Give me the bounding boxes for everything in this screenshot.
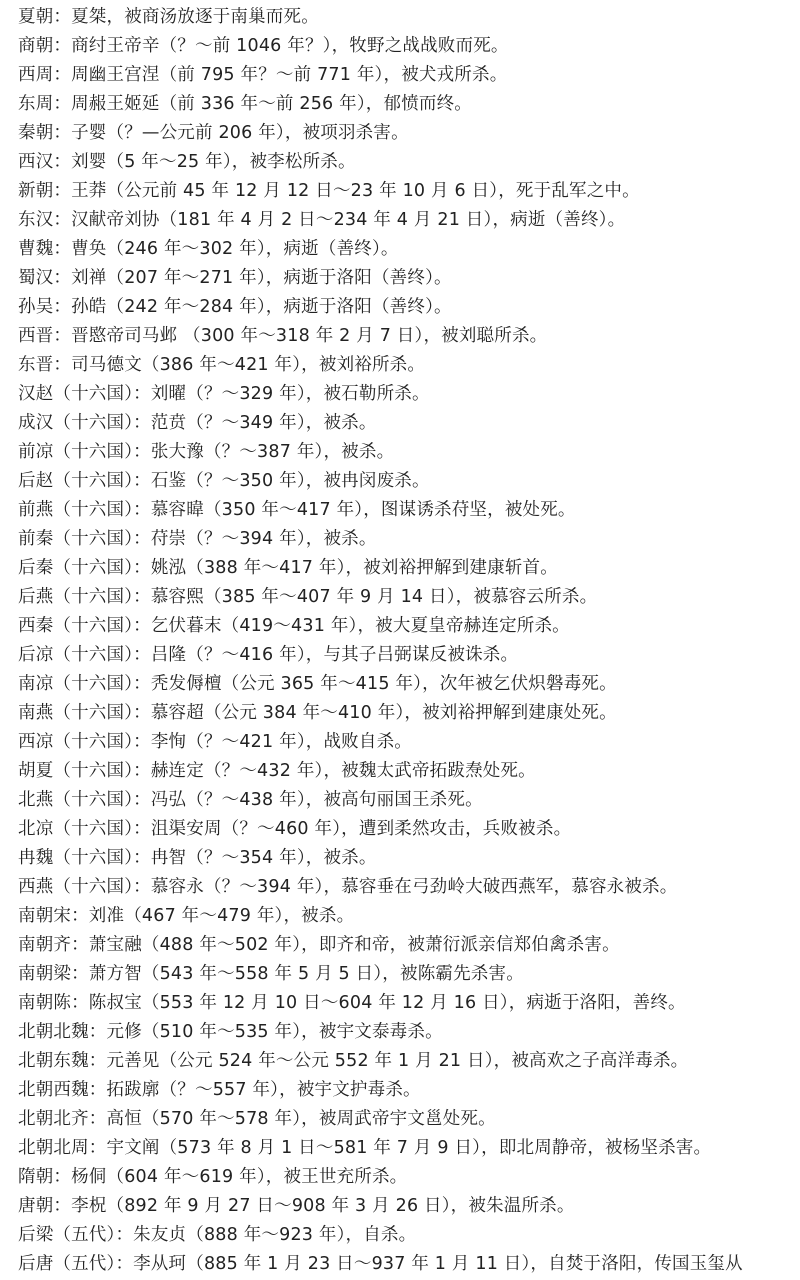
text-line: 冉魏（十六国）：冉智（？～354 年），被杀。 — [18, 848, 377, 868]
text-line: 南朝梁：萧方智（543 年～558 年 5 月 5 日），被陈霸先杀害。 — [18, 964, 524, 984]
text-line: 后梁（五代）：朱友贞（888 年～923 年），自杀。 — [18, 1225, 417, 1245]
text-line: 北朝西魏：拓跋廓（？～557 年），被宇文护毒杀。 — [18, 1080, 421, 1100]
text-line: 南凉（十六国）：秃发傉檀（公元 365 年～415 年），次年被乞伏炽磐毒死。 — [18, 674, 617, 694]
text-line: 胡夏（十六国）：赫连定（？～432 年），被魏太武帝拓跋焘处死。 — [18, 761, 536, 781]
text-line: 北燕（十六国）：冯弘（？～438 年），被高句丽国王杀死。 — [18, 790, 483, 810]
text-line: 西燕（十六国）：慕容永（？～394 年），慕容垂在弓劲岭大破西燕军，慕容永被杀。 — [18, 877, 678, 897]
text-line: 成汉（十六国）：范贲（？～349 年），被杀。 — [18, 413, 377, 433]
text-line: 南朝齐：萧宝融（488 年～502 年），即齐和帝，被萧衍派亲信郑伯禽杀害。 — [18, 935, 620, 955]
text-line: 西凉（十六国）：李恂（？～421 年），战败自杀。 — [18, 732, 412, 752]
text-line: 西秦（十六国）：乞伏暮末（419～431 年），被大夏皇帝赫连定所杀。 — [18, 616, 570, 636]
text-line: 前秦（十六国）：苻崇（？～394 年），被杀。 — [18, 529, 377, 549]
text-line: 秦朝：子婴（？—公元前 206 年），被项羽杀害。 — [18, 123, 409, 143]
text-line: 东周：周赧王姬延（前 336 年～前 256 年），郁愤而终。 — [18, 94, 473, 114]
text-line: 夏朝：夏桀，被商汤放逐于南巢而死。 — [18, 7, 319, 27]
text-line: 西汉：刘婴（5 年～25 年），被李松所杀。 — [18, 152, 356, 172]
text-line: 北凉（十六国）：沮渠安周（？～460 年），遭到柔然攻击，兵败被杀。 — [18, 819, 572, 839]
text-line: 南燕（十六国）：慕容超（公元 384 年～410 年），被刘裕押解到建康处死。 — [18, 703, 617, 723]
text-line: 孙吴：孙皓（242 年～284 年），病逝于洛阳（善终）。 — [18, 297, 452, 317]
text-line: 北朝北魏：元修（510 年～535 年），被宇文泰毒杀。 — [18, 1022, 443, 1042]
text-line: 后赵（十六国）：石鉴（？～350 年），被冉闵废杀。 — [18, 471, 430, 491]
text-line: 南朝陈：陈叔宝（553 年 12 月 10 日～604 年 12 月 16 日），病逝于洛阳，善终。 — [18, 993, 686, 1013]
text-line: 蜀汉：刘禅（207 年～271 年），病逝于洛阳（善终）。 — [18, 268, 452, 288]
text-line: 西周：周幽王宫涅（前 795 年？～前 771 年），被犬戎所杀。 — [18, 65, 508, 85]
text-line: 曹魏：曹奂（246 年～302 年），病逝（善终）。 — [18, 239, 399, 259]
text-line: 唐朝：李柷（892 年 9 月 27 日～908 年 3 月 26 日），被朱温所杀。 — [18, 1196, 575, 1216]
text-line: 东晋：司马德文（386 年～421 年），被刘裕所杀。 — [18, 355, 426, 375]
text-line: 北朝北周：宇文阐（573 年 8 月 1 日～581 年 7 月 9 日），即北周静帝，被杨坚杀害。 — [18, 1138, 712, 1158]
text-line: 东汉：汉献帝刘协（181 年 4 月 2 日～234 年 4 月 21 日），病逝（善终）。 — [18, 210, 626, 230]
text-line: 南朝宋：刘准（467 年～479 年），被杀。 — [18, 906, 355, 926]
text-line: 汉赵（十六国）：刘曜（？～329 年），被石勒所杀。 — [18, 384, 430, 404]
text-line: 商朝：商纣王帝辛（？～前 1046 年？），牧野之战战败而死。 — [18, 36, 509, 56]
text-line: 后唐（五代）：李从珂（885 年 1 月 23 日～937 年 1 月 11 日），自焚于洛阳，传国玉玺从 — [18, 1254, 743, 1274]
text-line: 北朝东魏：元善见（公元 524 年～公元 552 年 1 月 21 日），被高欢之子高洋毒杀。 — [18, 1051, 689, 1071]
text-line: 后凉（十六国）：吕隆（？～416 年），与其子吕弼谋反被诛杀。 — [18, 645, 519, 665]
text-line: 隋朝：杨侗（604 年～619 年），被王世充所杀。 — [18, 1167, 408, 1187]
text-line: 前凉（十六国）：张大豫（？～387 年），被杀。 — [18, 442, 395, 462]
text-line: 后秦（十六国）：姚泓（388 年～417 年），被刘裕押解到建康斩首。 — [18, 558, 558, 578]
text-line: 西晋：晋愍帝司马邺 （300 年～318 年 2 月 7 日），被刘聪所杀。 — [18, 326, 548, 346]
text-line: 前燕（十六国）：慕容暐（350 年～417 年），图谋诱杀苻坚，被处死。 — [18, 500, 576, 520]
text-line: 新朝：王莽（公元前 45 年 12 月 12 日～23 年 10 月 6 日），死于乱军之中。 — [18, 181, 640, 201]
text-line: 后燕（十六国）：慕容熙（385 年～407 年 9 月 14 日），被慕容云所杀。 — [18, 587, 598, 607]
text-line: 北朝北齐：高恒（570 年～578 年），被周武帝宇文邕处死。 — [18, 1109, 496, 1129]
